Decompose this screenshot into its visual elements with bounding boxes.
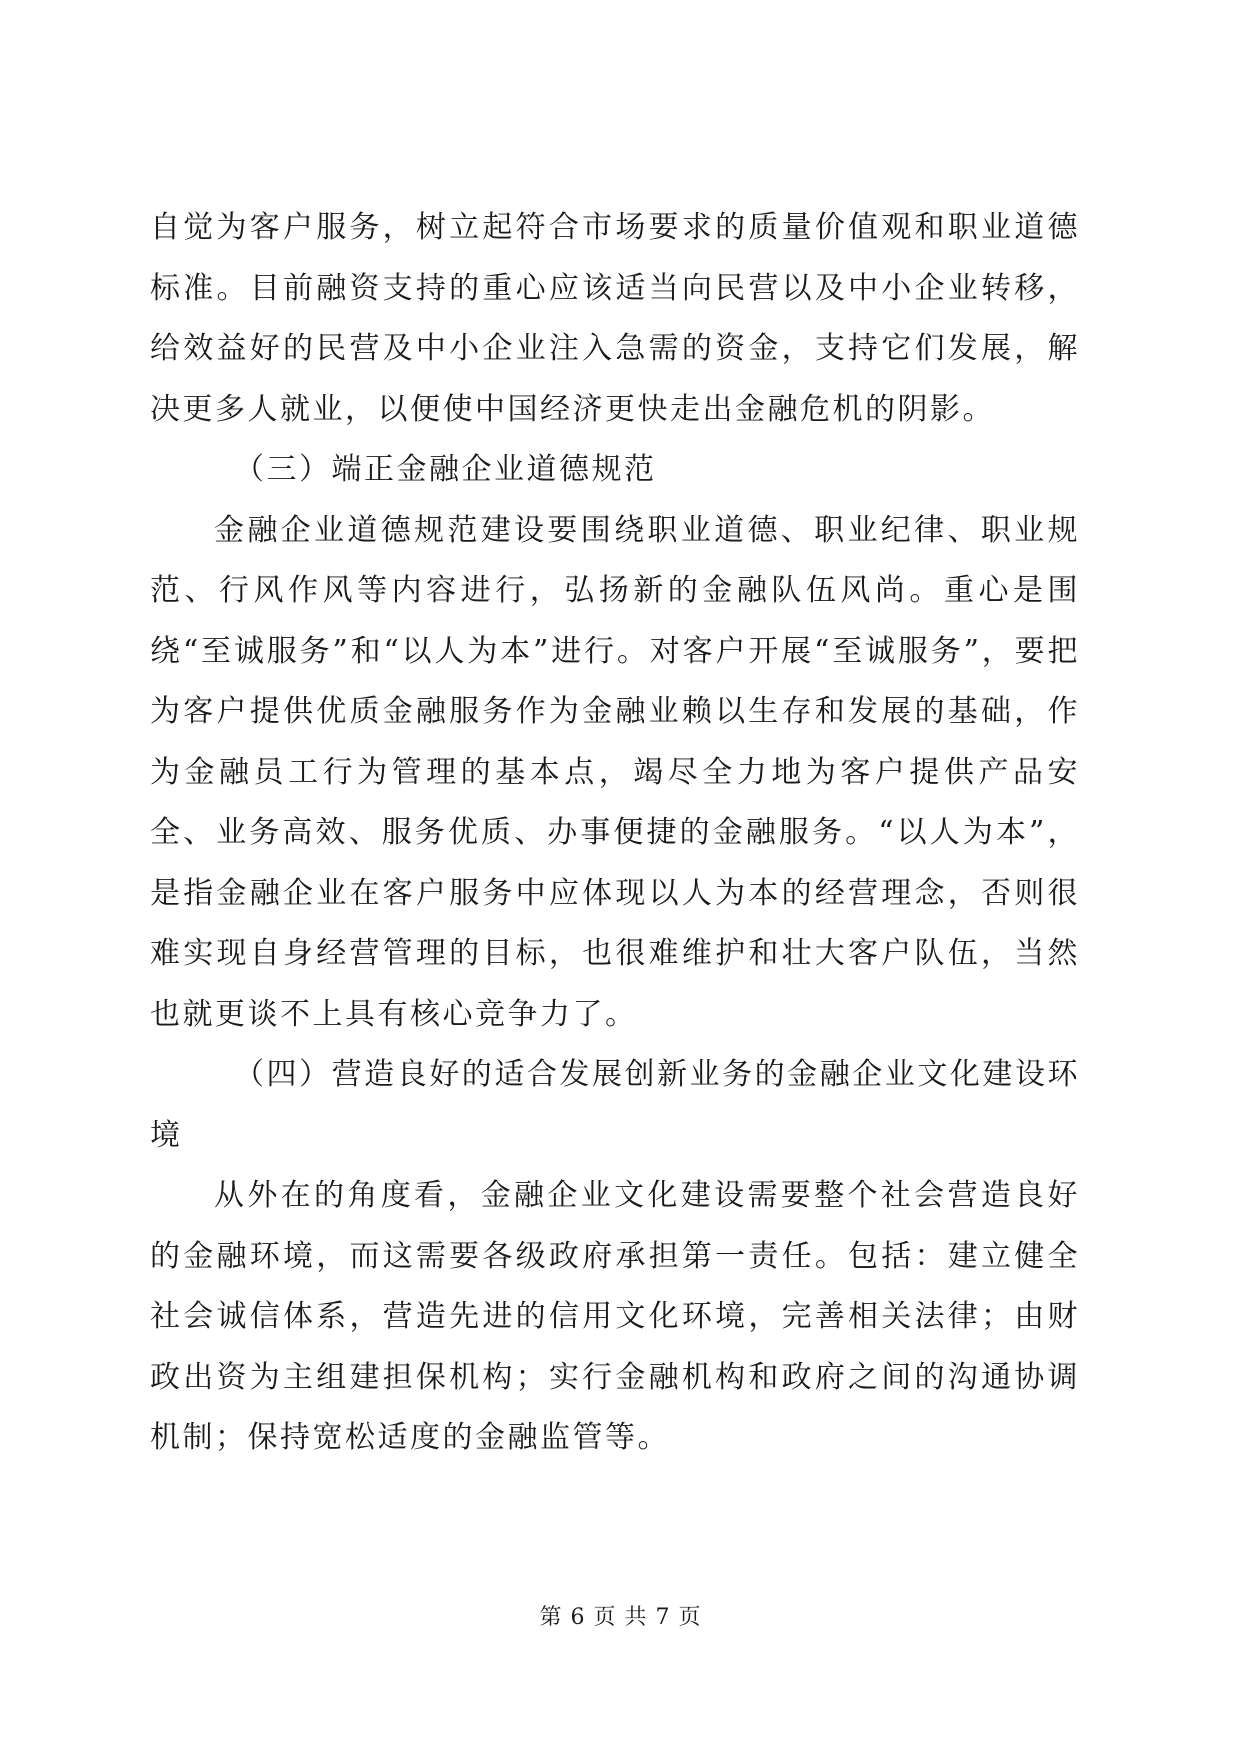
section-heading-4: （四）营造良好的适合发展创新业务的金融企业文化建设环境 [150, 1057, 1080, 1153]
paragraph-continued: 自觉为客户服务，树立起符合市场要求的质量价值观和职业道德标准。目前融资支持的重心应该适当向民营以及中小企业转移，给效益好的民营及中小企业注入急需的资金，支持它们发展，解决更多人就业，以便使中国经济更快走出金融危机的阴影。 [150, 210, 1080, 427]
paragraph-environment: 从外在的角度看，金融企业文化建设需要整个社会营造良好的金融环境，而这需要各级政府承担第一责任。包括：建立健全社会诚信体系，营造先进的信用文化环境，完善相关法律；由财政出资为主组建担保机构；实行金融机构和政府之间的沟通协调机制；保持宽松适度的金融监管等。 [150, 1178, 1080, 1455]
paragraph-ethics: 金融企业道德规范建设要围绕职业道德、职业纪律、职业规范、行风作风等内容进行，弘扬新的金融队伍风尚。重心是围绕“至诚服务”和“以人为本”进行。对客户开展“至诚服务”，要把为客户提供优质金融服务作为金融业赖以生存和发展的基础，作为金融员工行为管理的基本点，竭尽全力地为客户提供产品安全、业务高效、服务优质、办事便捷的金融服务。“以人为本”，是指金融企业在客户服务中应体现以人为本的经营理念，否则很难实现自身经营管理的目标，也很难维护和壮大客户队伍，当然也就更谈不上具有核心竞争力了。 [150, 512, 1080, 1032]
document-body [150, 198, 1080, 1469]
page-number-footer: 第 6 页 共 7 页 [539, 1605, 702, 1630]
section-heading-3: （三）端正金融企业道德规范 [234, 452, 657, 487]
